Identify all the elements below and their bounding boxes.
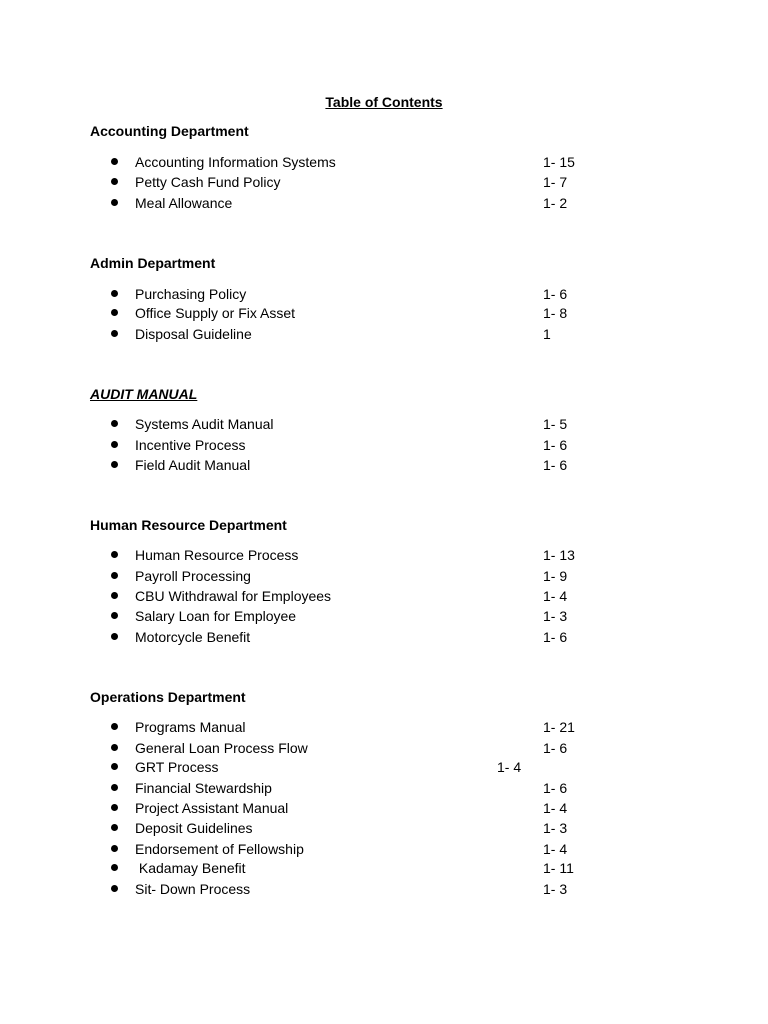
bullet-icon: [111, 461, 118, 468]
toc-entry-label: Office Supply or Fix Asset: [135, 305, 296, 321]
toc-entry[interactable]: [0, 586, 768, 606]
toc-entry-pages: 1- 6: [543, 629, 568, 645]
bullet-icon: [111, 199, 118, 206]
toc-entry[interactable]: [0, 858, 768, 878]
toc-entry-pages: 1- 9: [543, 568, 568, 584]
toc-entry-label: Petty Cash Fund Policy: [135, 174, 281, 190]
toc-entry[interactable]: [0, 172, 768, 192]
toc-entry[interactable]: [0, 798, 768, 818]
bullet-icon: [111, 330, 118, 337]
toc-entry[interactable]: [0, 545, 768, 565]
toc-entry-pages: 1: [543, 326, 551, 342]
toc-entry-pages: 1- 2: [543, 195, 568, 211]
toc-entry[interactable]: [0, 818, 768, 838]
bullet-icon: [111, 804, 118, 811]
toc-entry-label: Payroll Processing: [135, 568, 251, 584]
toc-entry-pages: 1- 4: [543, 841, 568, 857]
toc-entry-pages: 1- 7: [543, 174, 568, 190]
toc-entry-label: Disposal Guideline: [135, 326, 252, 342]
toc-entry-label: Accounting Information Systems: [135, 154, 336, 170]
toc-entry-label: Financial Stewardship: [135, 780, 272, 796]
toc-entry-pages: 1- 13: [543, 547, 575, 563]
toc-entry[interactable]: [0, 566, 768, 586]
bullet-icon: [111, 845, 118, 852]
bullet-icon: [111, 178, 118, 185]
section-heading-admin: Admin Department: [90, 255, 216, 271]
toc-entry-label: Human Resource Process: [135, 547, 299, 563]
toc-entry-pages: 1- 5: [543, 416, 568, 432]
toc-entry-label: Project Assistant Manual: [135, 800, 289, 816]
bullet-icon: [111, 723, 118, 730]
toc-entry[interactable]: [0, 839, 768, 859]
toc-entry-label: Motorcycle Benefit: [135, 629, 251, 645]
bullet-icon: [111, 763, 118, 770]
toc-entry[interactable]: [0, 879, 768, 899]
bullet-icon: [111, 885, 118, 892]
toc-entry-pages: 1- 4: [543, 800, 568, 816]
toc-entry[interactable]: [0, 303, 768, 323]
toc-entry-label: CBU Withdrawal for Employees: [135, 588, 332, 604]
toc-entry-label: Systems Audit Manual: [135, 416, 274, 432]
toc-entry[interactable]: [0, 324, 768, 344]
toc-entry-pages: 1- 4: [497, 759, 522, 775]
toc-entry-pages: 1- 11: [543, 860, 574, 876]
bullet-icon: [111, 420, 118, 427]
toc-entry[interactable]: [0, 757, 768, 777]
bullet-icon: [111, 309, 118, 316]
bullet-icon: [111, 864, 118, 871]
toc-entry-label: Endorsement of Fellowship: [135, 841, 304, 857]
bullet-icon: [111, 824, 118, 831]
bullet-icon: [111, 784, 118, 791]
toc-entry-label: Kadamay Benefit: [135, 860, 246, 876]
bullet-icon: [111, 290, 118, 297]
toc-entry-pages: 1- 15: [543, 154, 575, 170]
toc-entry[interactable]: [0, 738, 768, 758]
toc-entry[interactable]: [0, 778, 768, 798]
toc-entry[interactable]: [0, 435, 768, 455]
toc-entry[interactable]: [0, 193, 768, 213]
toc-entry[interactable]: [0, 284, 768, 304]
toc-entry-label: Field Audit Manual: [135, 457, 251, 473]
toc-entry-label: Salary Loan for Employee: [135, 608, 297, 624]
toc-entry-label: Programs Manual: [135, 719, 246, 735]
page-title: Table of Contents: [325, 94, 443, 110]
toc-entry-label: Meal Allowance: [135, 195, 233, 211]
section-heading-operations: Operations Department: [90, 689, 246, 705]
bullet-icon: [111, 633, 118, 640]
toc-entry-pages: 1- 6: [543, 437, 568, 453]
toc-entry-label: GRT Process: [135, 759, 219, 775]
toc-entry-label: Purchasing Policy: [135, 286, 247, 302]
bullet-icon: [111, 572, 118, 579]
toc-entry[interactable]: [0, 627, 768, 647]
toc-entry[interactable]: [0, 152, 768, 172]
toc-entry-label: Incentive Process: [135, 437, 246, 453]
toc-entry[interactable]: [0, 455, 768, 475]
toc-entry[interactable]: [0, 606, 768, 626]
bullet-icon: [111, 158, 118, 165]
section-heading-human-resource: Human Resource Department: [90, 517, 287, 533]
toc-entry-pages: 1- 6: [543, 286, 568, 302]
bullet-icon: [111, 441, 118, 448]
toc-entry-pages: 1- 3: [543, 820, 568, 836]
toc-entry-pages: 1- 21: [543, 719, 575, 735]
toc-entry-pages: 1- 3: [543, 608, 568, 624]
bullet-icon: [111, 592, 118, 599]
section-heading-audit-manual: AUDIT MANUAL: [90, 386, 198, 402]
toc-entry-pages: 1- 6: [543, 780, 568, 796]
toc-entry[interactable]: [0, 717, 768, 737]
toc-entry-pages: 1- 6: [543, 457, 568, 473]
toc-entry-label: General Loan Process Flow: [135, 740, 308, 756]
toc-entry-label: Deposit Guidelines: [135, 820, 253, 836]
toc-entry-label: Sit- Down Process: [135, 881, 251, 897]
toc-entry-pages: 1- 6: [543, 740, 568, 756]
bullet-icon: [111, 551, 118, 558]
toc-entry[interactable]: [0, 414, 768, 434]
bullet-icon: [111, 612, 118, 619]
toc-entry-pages: 1- 4: [543, 588, 568, 604]
toc-entry-pages: 1- 8: [543, 305, 568, 321]
bullet-icon: [111, 744, 118, 751]
toc-entry-pages: 1- 3: [543, 881, 568, 897]
section-heading-accounting: Accounting Department: [90, 123, 249, 139]
